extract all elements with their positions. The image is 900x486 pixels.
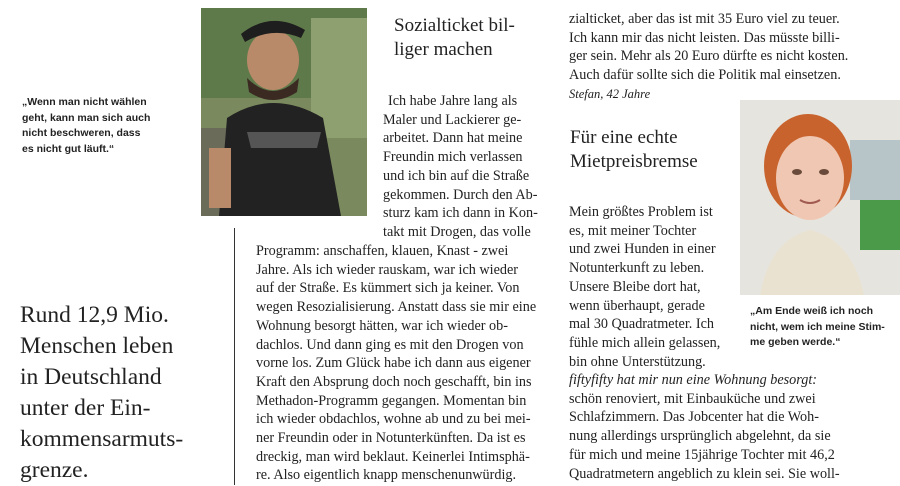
portrait-photo-woman — [740, 100, 900, 295]
stat-line: unter der Ein- — [20, 395, 151, 421]
text-line: arbeitet. Dann hat meine — [383, 130, 523, 147]
stat-line: Rund 12,9 Mio. — [20, 302, 169, 328]
text-line: Auch dafür sollte sich die Politik mal einsetzen. — [569, 67, 841, 84]
text-line: mal 30 Quadratmeter. Ich — [569, 316, 714, 333]
text-line: zialticket, aber das ist mit 35 Euro viel zu teuer. — [569, 11, 840, 27]
text-line: ger sein. Mehr als 20 Euro dürfte es nicht kosten. — [569, 48, 849, 65]
article2-body-short — [569, 203, 741, 371]
quote-line: es nicht gut läuft.“ — [22, 142, 115, 155]
text-line: schön renoviert, mit Einbauküche und zwei — [569, 390, 816, 407]
quote-line: geht, kann man sich auch — [22, 111, 151, 124]
text-line: und zwei Hunden in einer — [569, 241, 716, 258]
text-line: Wohnung besorgt hätten, war ich wieder ob- — [256, 317, 508, 334]
text-line: es, mit meiner Tochter — [569, 222, 697, 239]
text-line: Jahre. Als ich wieder rauskam, war ich wieder — [256, 261, 518, 278]
article-body-short — [383, 92, 556, 242]
stat-line: kommensarmuts- — [20, 426, 184, 452]
text-line: Programm: anschaffen, klauen, Knast - zwei — [256, 243, 509, 259]
heading-line: Sozialticket bil- — [394, 15, 515, 36]
text-line: gekommen. Durch den Ab- — [383, 186, 538, 203]
stat-line: in Deutschland — [20, 364, 162, 390]
text-line: dreckig, man wird beklaut. Keinerlei Intimsphä- — [256, 448, 530, 465]
heading-line: Mietpreisbremse — [570, 151, 698, 172]
text-line: für mich und meine 15jährige Tochter mit 46,2 — [569, 446, 835, 463]
stat-line: Menschen leben — [20, 333, 174, 359]
text-line: takt mit Drogen, das volle — [383, 223, 531, 240]
pull-quote-right — [750, 304, 892, 351]
text-line: dachlos. Und dann ging es mit den Drogen von — [256, 336, 524, 353]
text-line: vorne los. Zum Glück habe ich dann aus eigener — [256, 355, 531, 372]
text-line: ner Freundin oder in Notunterkünften. Da ist es — [256, 430, 526, 447]
text-line: sturz kam ich dann in Kon- — [383, 205, 538, 222]
text-line: re. Also eigentlich knapp menschenunwürdig. — [256, 467, 517, 484]
text-line: fühle mich allein gelassen, — [569, 334, 721, 351]
text-line: Schlafzimmern. Das Jobcenter hat die Woh- — [569, 409, 819, 426]
text-line: Methadon-Programm gegangen. Momentan bin — [256, 392, 527, 409]
text-line-italic-start: fiftyfifty hat mir nun eine Wohnung besorgt: — [569, 372, 817, 388]
article-body-full — [256, 242, 556, 485]
text-line: Ich habe Jahre lang als — [388, 93, 518, 109]
column-rule — [234, 228, 235, 485]
article-body-continued — [569, 10, 891, 104]
statistic-callout — [20, 300, 210, 486]
text-line: wegen Resozialisierung. Anstatt dass sie mir eine — [256, 299, 537, 316]
text-line: wenn überhaupt, gerade — [569, 297, 705, 314]
portrait-photo-man — [201, 8, 367, 216]
heading-line: liger machen — [394, 39, 493, 60]
heading-line: Für eine echte — [570, 127, 678, 148]
quote-line: „Wenn man nicht wählen — [22, 96, 147, 108]
text-line: Unsere Bleibe dort hat, — [569, 278, 701, 295]
text-line: Freundin mich verlassen — [383, 149, 523, 166]
quote-line: me geben werde.“ — [750, 336, 841, 348]
text-line — [569, 371, 869, 390]
quote-line: nicht, wem ich meine Stim- — [750, 320, 885, 333]
text-line: Kraft den Absprung doch noch geschafft, bin ins — [256, 373, 532, 390]
text-line: Mein größtes Problem ist — [569, 204, 713, 220]
text-line: Notunterkunft zu leben. — [569, 260, 705, 277]
quote-line: „Am Ende weiß ich noch — [750, 305, 874, 317]
article-heading-mietpreisbremse — [570, 126, 698, 174]
text-line: auf der Straße. Es kümmert sich ja keiner. Von — [256, 280, 520, 297]
text-line: Ich kann mir das nicht leisten. Das müsste billi- — [569, 29, 840, 46]
article-heading-sozialticket — [394, 14, 515, 62]
article2-body-full — [569, 371, 869, 483]
stat-line: grenze. — [20, 457, 89, 483]
text-line: Maler und Lackierer ge- — [383, 111, 522, 128]
text-line: nung allerdings ursprünglich abgelehnt, da sie — [569, 428, 831, 445]
text-line: und ich bin auf die Straße — [383, 167, 530, 184]
author-signature: Stefan, 42 Jahre — [569, 86, 651, 101]
text-line: ich wieder obdachlos, wohne ab und zu bei mei- — [256, 411, 531, 428]
quote-line: nicht beschweren, dass — [22, 127, 141, 139]
text-line: bin ohne Unterstützung. — [569, 353, 706, 370]
text-line: Quadratmetern angeblich zu klein sei. Sie woll- — [569, 465, 840, 482]
pull-quote-left — [22, 95, 192, 157]
